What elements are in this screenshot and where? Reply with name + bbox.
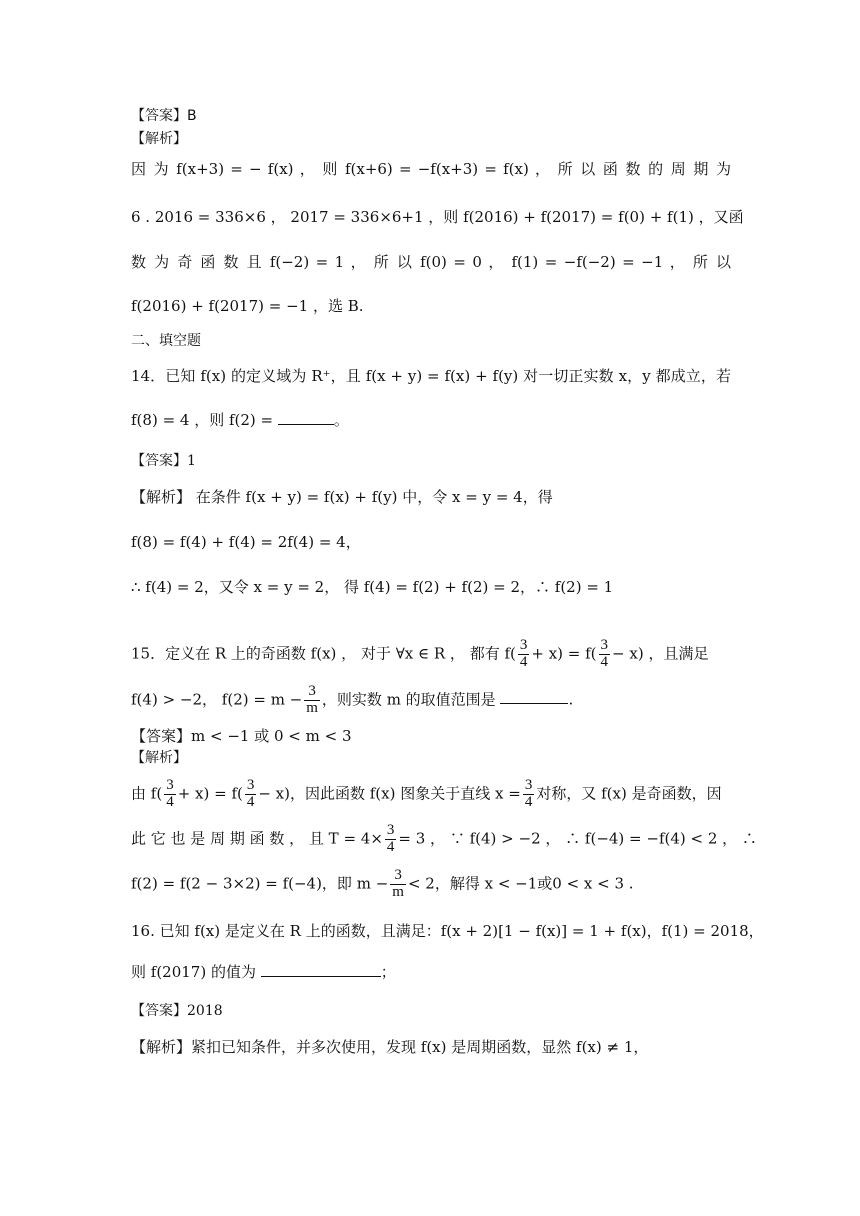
fraction [518, 638, 530, 671]
q15-text: 对称，又 f(x) 是奇函数，因 [536, 784, 722, 803]
denominator: 4 [166, 793, 174, 810]
denominator: 4 [600, 653, 609, 670]
q15-text-end: . [568, 690, 574, 709]
q14-analysis-line-3: ∴ f(4) = 2，又令 x = y = 2， 得 f(4) = f(2) + f(2) = 2，∴ f(2) = 1 [131, 578, 614, 596]
answer-blank [500, 689, 568, 704]
answer-blank [278, 410, 334, 425]
q13-analysis-label: 【解析】 [131, 131, 187, 147]
q15-text: + x) = f( [177, 784, 243, 803]
q15-answer: 【答案】m < −1 或 0 < m < 3 [131, 727, 352, 745]
q15-text: = 3 ， ∵ f(4) > −2 ， ∴ f(−4) = −f(4) < 2 ， ∴ [398, 829, 757, 848]
q15-text: 此 它 也 是 周 期 函 数 ， 且 T = 4× [131, 829, 383, 848]
denominator: 4 [524, 793, 533, 810]
q16-analysis: 【解析】紧扣已知条件，并多次使用，发现 f(x) 是周期函数，显然 f(x) ≠ 1， [131, 1038, 649, 1056]
answer-value: B [187, 108, 197, 124]
denominator: m [306, 699, 318, 716]
numerator: 3 [246, 777, 255, 793]
fraction [523, 778, 535, 811]
numerator: 3 [524, 777, 533, 793]
q13-analysis-line-1: 因 为 f(x+3) = − f(x) ， 则 f(x+6) = −f(x+3) = f(x) ， 所 以 函 数 的 周 期 为 [131, 160, 731, 178]
q15-text: < 2，解得 x < −1或0 < x < 3 . [407, 874, 634, 893]
q16-answer: 【答案】2018 [131, 1003, 223, 1019]
section-title: 二、填空题 [131, 333, 201, 349]
q15-statement-line-1 [131, 638, 731, 671]
fraction [164, 778, 176, 811]
q15-text: 15．定义在 R 上的奇函数 f(x) ， 对于 ∀x ∈ R ， 都有 f( [131, 644, 516, 663]
fraction [385, 823, 397, 856]
q13-analysis-line-3: 数 为 奇 函 数 且 f(−2) = 1 ， 所 以 f(0) = 0 ， f(1) = −f(−2) = −1 ， 所 以 [131, 253, 731, 271]
q15-text: − x) ，且满足 [612, 644, 709, 663]
q15-text: 由 f( [131, 784, 163, 803]
q15-analysis-line-3 [131, 868, 634, 901]
denominator: 4 [386, 838, 395, 855]
q14-analysis-line-2: f(8) = f(4) + f(4) = 2f(4) = 4， [131, 533, 361, 551]
numerator: 3 [600, 637, 609, 653]
q14-answer: 【答案】1 [131, 453, 196, 469]
q15-analysis-label: 【解析】 [131, 750, 187, 766]
q14-text: f(8) = 4 ，则 f(2) = [131, 411, 274, 429]
q13-answer [131, 108, 197, 125]
q15-analysis-line-1 [131, 778, 722, 811]
q14-statement-line-1: 14．已知 f(x) 的定义域为 R⁺，且 f(x + y) = f(x) + f(y) 对一切正实数 x，y 都成立，若 [131, 367, 731, 385]
q16-statement-line-2 [131, 962, 396, 981]
numerator: 3 [166, 777, 174, 793]
answer-blank [261, 962, 381, 977]
q15-statement-line-2 [131, 684, 573, 717]
fraction [390, 868, 406, 901]
q13-analysis-line-4: f(2016) + f(2017) = −1 ，选 B. [131, 297, 364, 315]
numerator: 3 [519, 637, 528, 653]
q16-text-end: ； [380, 963, 396, 981]
numerator: 3 [304, 684, 320, 701]
q15-text: + x) = f( [531, 644, 597, 663]
q14-statement-line-2 [131, 410, 349, 429]
denominator: 4 [519, 653, 528, 670]
q16-statement-line-1: 16. 已知 f(x) 是定义在 R 上的函数，且满足：f(x + 2)[1 − f(x)] = 1 + f(x)，f(1) = 2018， [131, 922, 764, 940]
q14-analysis-line-1: 【解析】 在条件 f(x + y) = f(x) + f(y) 中，令 x = y = 4，得 [131, 488, 553, 506]
denominator: m [392, 883, 404, 900]
numerator: 3 [390, 868, 406, 885]
answer-label: 【答案】 [131, 108, 187, 124]
q13-analysis-line-2: 6 . 2016 = 336×6 ， 2017 = 336×6+1 ，则 f(2016) + f(2017) = f(0) + f(1) ，又函 [131, 208, 744, 226]
q14-text-end: 。 [333, 411, 349, 429]
q15-text: ，则实数 m 的取值范围是 [321, 690, 496, 709]
q15-analysis-line-2 [131, 823, 757, 856]
fraction [304, 684, 320, 717]
numerator: 3 [386, 822, 395, 838]
q15-text: f(4) > −2， f(2) = m − [131, 690, 303, 709]
denominator: 4 [246, 793, 255, 810]
q15-text: − x)，因此函数 f(x) 图象关于直线 x = [258, 784, 521, 803]
fraction [245, 778, 257, 811]
fraction [599, 638, 611, 671]
q16-text: 则 f(2017) 的值为 [131, 963, 256, 981]
q15-text: f(2) = f(2 − 3×2) = f(−4)，即 m − [131, 874, 389, 893]
